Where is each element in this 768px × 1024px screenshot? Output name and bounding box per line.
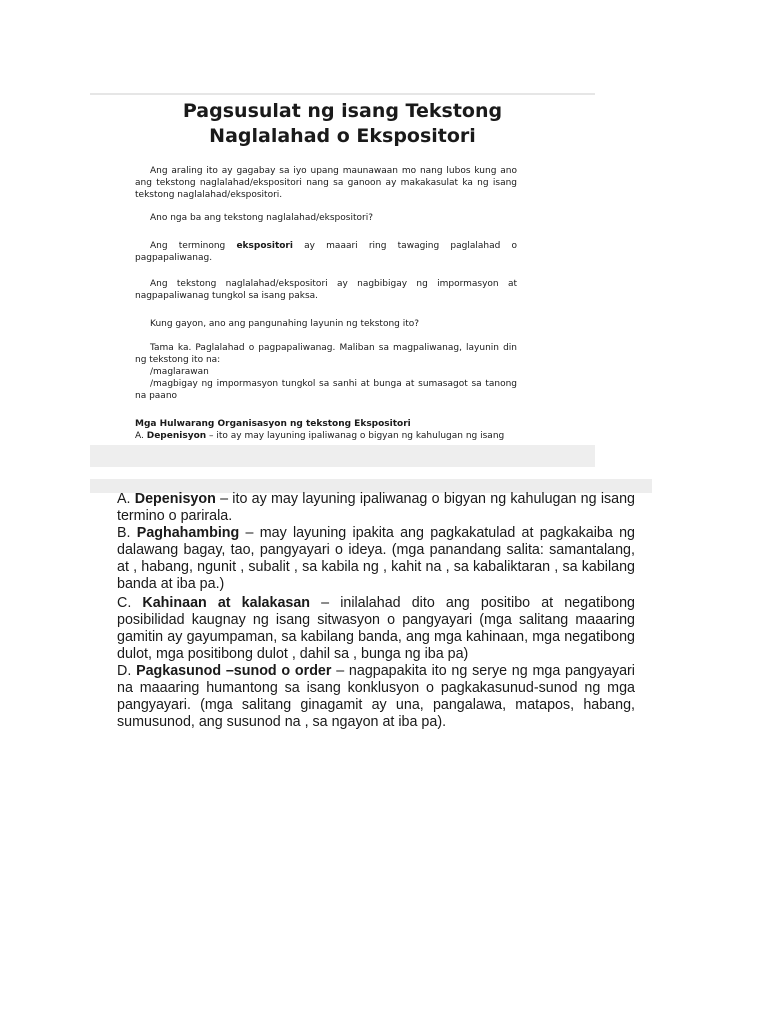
list-item: /maglarawan — [150, 367, 209, 377]
intro-paragraph: Ang araling ito ay gagabay sa iyo upang maunawaan mo nang lubos kung ano ang tekstong naglalahad/ekspositori nang sa ganoon ay makakasulat ka ng isang tekstong naglalahad/ekspositori. — [135, 166, 517, 200]
item-title: Paghahambing — [136, 525, 240, 541]
item-title: Pagkasunod –sunod o order — [136, 663, 332, 679]
title-line-1: Pagsusulat ng isang Tekstong — [182, 100, 503, 122]
bottom-document-excerpt — [90, 479, 652, 745]
question-paragraph: Ano nga ba ang tekstong naglalahad/ekspositori? — [150, 213, 373, 223]
item-title: Depenisyon — [134, 491, 216, 507]
document-title — [90, 99, 595, 149]
item-kahinaan-at-kalakasan: C. Kahinaan at kalakasan – inilalahad dito ang positibo at negatibong posibilidad kaugnay ng isang sitwasyon o pangyayari (mga salitang maaaring gamitin ay gayumpaman, sa kabilang banda, ang mga kahinaan, mga negatibong dulot, mga positibong dulot , dahil sa , bunga ng iba pa) — [117, 595, 635, 662]
section-heading: Mga Hulwarang Organisasyon ng tekstong Ekspositori — [135, 419, 411, 429]
item-title: Kahinaan at kalakasan — [142, 595, 311, 611]
purpose-question-paragraph: Kung gayon, ano ang pangunahing layunin ng tekstong ito? — [150, 319, 420, 329]
list-item: /magbigay ng impormasyon tungkol sa sanhi at bunga at sumasagot sa tanong na paano — [135, 379, 517, 401]
title-line-2: Naglalahad o Ekspositori — [209, 125, 476, 147]
definition-item-excerpt: A. Depenisyon – ito ay may layuning ipaliwanag o bigyan ng kahulugan ng isang — [135, 431, 505, 441]
answer-paragraph: Tama ka. Paglalahad o pagpapaliwanag. Maliban sa magpaliwanag, layunin din ng tekstong ito na: — [135, 343, 517, 365]
page-divider-band — [90, 445, 595, 467]
term-bold: ekspositori — [236, 241, 293, 251]
top-document-excerpt — [90, 93, 595, 467]
definition-paragraph: Ang tekstong naglalahad/ekspositori ay nagbibigay ng impormasyon at nagpapaliwanag tungkol sa isang paksa. — [135, 279, 517, 301]
item-pagkasunod-sunod: D. Pagkasunod –sunod o order – nagpapakita ito ng serye ng mga pangyayari na maaaring humantong sa isang konklusyon o pagkakasunud-sunod ng mga pangyayari. (mga salitang ginagamit ay una, pangalawa, matapos, habang, sumusunod, ang susunod na , sa ngayon at iba pa). — [117, 663, 635, 730]
item-depenisyon: A. Depenisyon – ito ay may layuning ipaliwanag o bigyan ng kahulugan ng isang termino o parirala. — [117, 491, 635, 524]
term-paragraph: Ang terminong ekspositori ay maaari ring tawaging paglalahad o pagpapaliwanag. — [135, 241, 517, 263]
item-paghahambing: B. Paghahambing – may layuning ipakita ang pagkakatulad at pagkakaiba ng dalawang bagay, tao, pangyayari o ideya. (mga panandang salita: samantalang, at , habang, ngunit , subalit , sa kabila ng , kahit na , sa kabaliktaran , sa kabilang banda at iba pa.) — [117, 525, 635, 592]
